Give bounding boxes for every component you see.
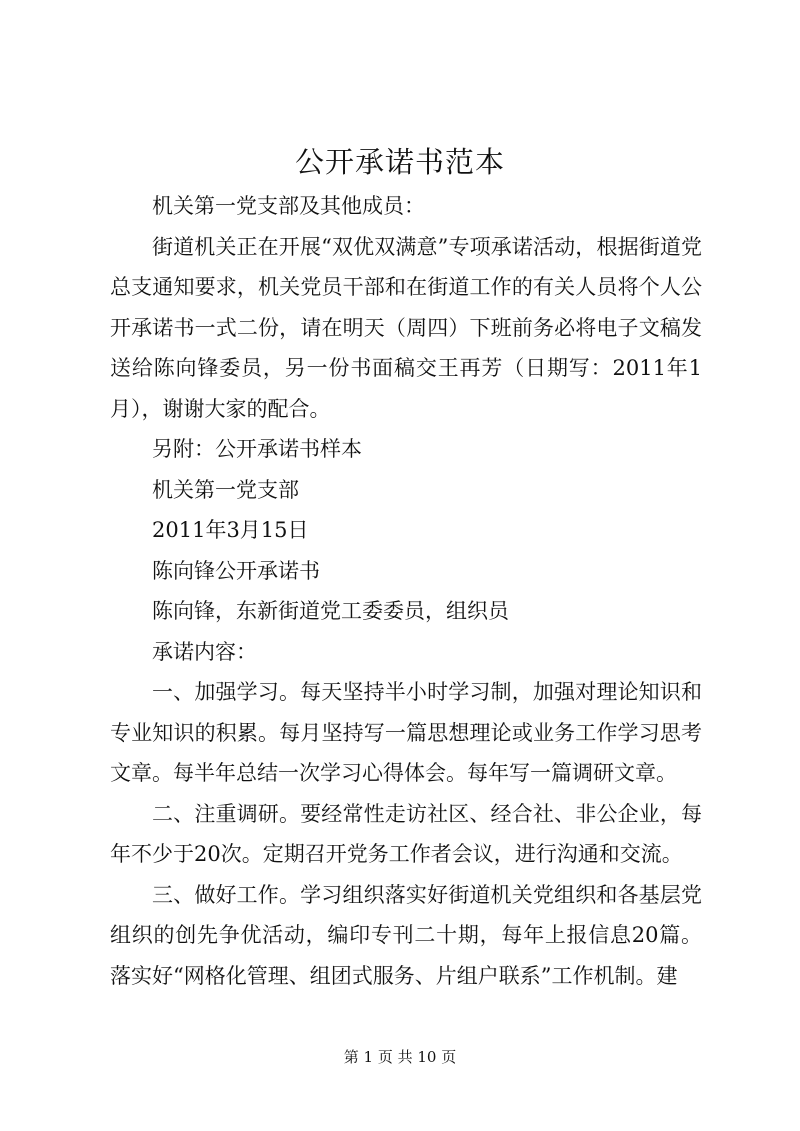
paragraph-signature-org: 机关第一党支部 xyxy=(152,477,299,502)
paragraph-pledger: 陈向锋，东新街道党工委委员，组织员 xyxy=(152,599,509,623)
paragraph-pledge-item-3: 三、做好工作。学习组织落实好街道机关党组织和各基层党组织的创先争优活动，编印专刊二十期，每年上报信息20篇。落实好“网格化管理、组团式服务、片组户联系”工作机制。建 xyxy=(110,882,702,988)
paragraph-pledge-heading: 承诺内容： xyxy=(152,639,257,664)
paragraph-pledge-item-1: 一、加强学习。每天坚持半小时学习制，加强对理论知识和专业知识的积累。每月坚持写一篇思想理论或业务工作学习思考文章。每半年总结一次学习心得体会。每年写一篇调研文章。 xyxy=(110,680,702,785)
paragraph-notice: 街道机关正在开展“双优双满意”专项承诺活动，根据街道党总支通知要求，机关党员干部和在街道工作的有关人员将个人公开承诺书一式二份，请在明天（周四）下班前务必将电子文稿发送给陈向锋委员，另一份书面稿交王再芳（日期写：2011年1月），谢谢大家的配合。 xyxy=(110,234,702,421)
paragraph-attachment: 另附：公开承诺书样本 xyxy=(152,437,362,461)
paragraph-salutation: 机关第一党支部及其他成员： xyxy=(152,194,425,218)
document-title: 公开承诺书范本 xyxy=(294,145,505,179)
paragraph-pledge-item-2: 二、注重调研。要经常性走访社区、经合社、非公企业，每年不少于20次。定期召开党务工作者会议，进行沟通和交流。 xyxy=(110,801,702,866)
paragraph-pledge-title: 陈向锋公开承诺书 xyxy=(152,558,320,583)
paragraph-date: 2011年3月15日 xyxy=(152,518,309,542)
document-body xyxy=(110,186,702,996)
page-footer: 第 1 页 共 10 页 xyxy=(343,1048,457,1066)
